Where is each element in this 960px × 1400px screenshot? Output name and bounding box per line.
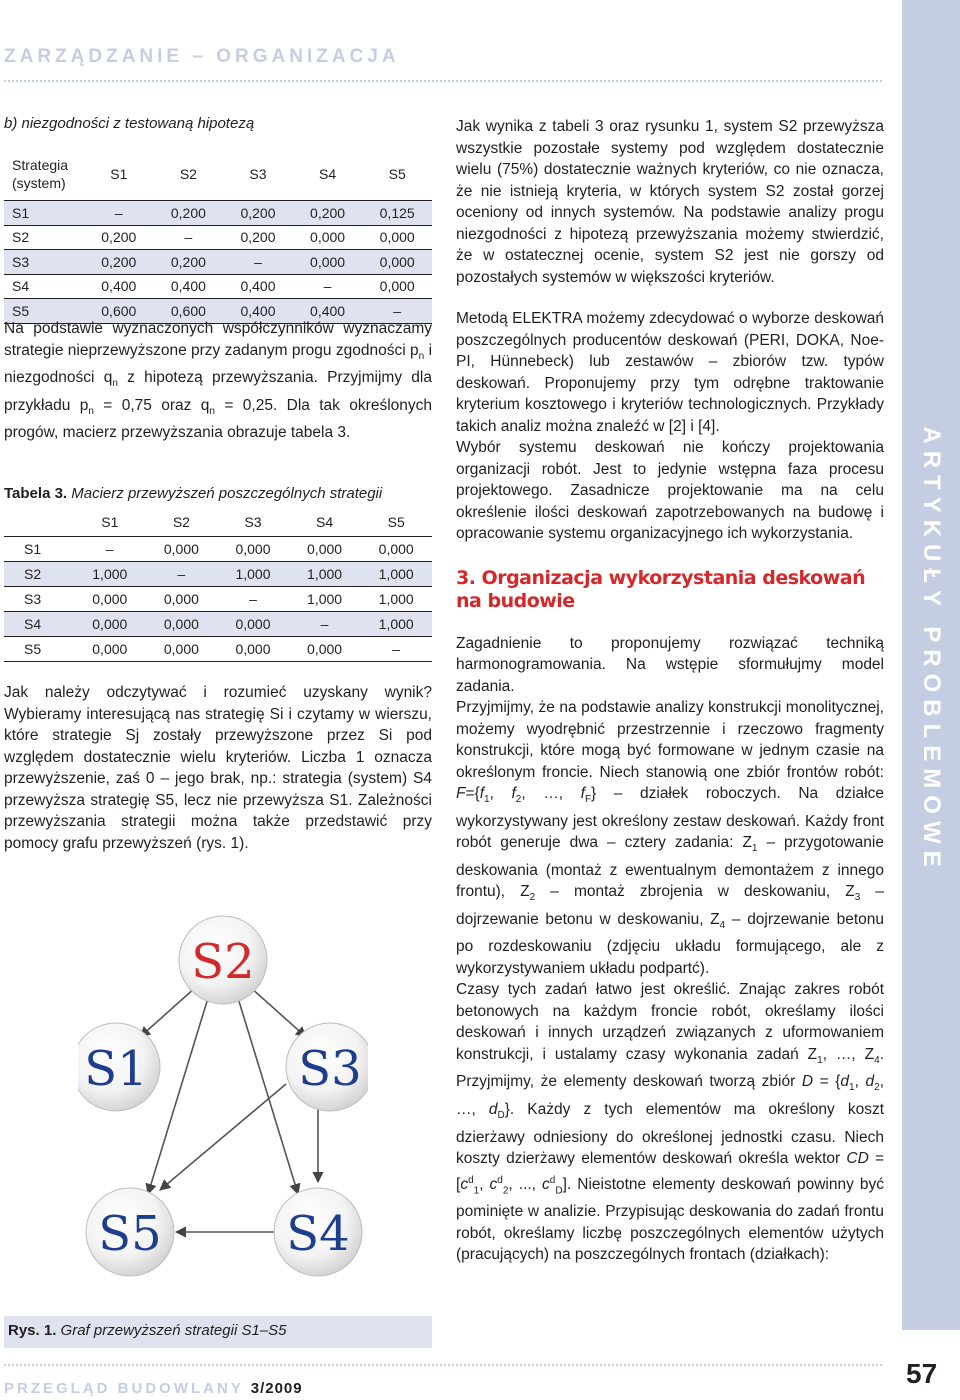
column-header: S4 xyxy=(289,508,361,537)
table-cell: 1,000 xyxy=(360,612,432,637)
table3-caption-text: Macierz przewyższeń poszczególnych strategii xyxy=(71,485,383,502)
table-cell: 1,000 xyxy=(217,562,289,587)
edge-s2-s3 xyxy=(250,987,306,1037)
paragraph-text: Zagadnienie to proponujemy rozwiązać techniką harmonogramowania. Na wstępie sformułujmy model zadania. xyxy=(456,634,884,695)
table-cell: 0,000 xyxy=(74,612,146,637)
table-cell: 0,600 xyxy=(154,299,224,324)
table-cell: 0,000 xyxy=(362,225,432,250)
table-cell: – xyxy=(146,562,218,587)
table-cell: 0,200 xyxy=(84,250,154,275)
table-cell: 0,400 xyxy=(223,299,293,324)
table-row xyxy=(4,274,432,299)
row-header-cell: S2 xyxy=(4,225,84,250)
edge-s2-s5 xyxy=(148,998,208,1194)
outranking-graph xyxy=(78,912,368,1292)
column-header: S2 xyxy=(154,148,224,201)
table-caption-b: b) niezgodności z testowaną hipotezą xyxy=(4,115,255,132)
table-cell: 0,400 xyxy=(84,274,154,299)
figure-caption-text: Graf przewyższeń strategii S1–S5 xyxy=(60,1322,287,1339)
figure-caption xyxy=(8,1322,286,1339)
table-row xyxy=(4,637,432,662)
journal-name: PRZEGLĄD BUDOWLANY xyxy=(4,1380,244,1397)
table-cell: 0,000 xyxy=(293,225,363,250)
row-header-cell: S5 xyxy=(4,299,84,324)
paragraph-text: Jak należy odczytywać i rozumieć uzyskany wynik? Wybieramy interesującą nas strategię Si i czytamy w wierszu, które strategie Sj zostały przewyższone przez Si pod względem dostatecznie wielu kryteriów. Liczba 1 oznacza przewyższenie, zaś 0 – jego brak, np.: strategia (system) S4 przewyższa strategię S5, lecz nie przewyższa S1. Zależności przewyższania strategii można także przedstawić przy pomocy grafu przewyższeń (rys. 1). xyxy=(4,684,432,852)
table-corner-header: Strategia (system) xyxy=(4,148,84,201)
section-heading: 3. Organizacja wykorzystania deskowań na budowie xyxy=(456,566,866,612)
table-cell: 0,000 xyxy=(362,250,432,275)
table3-body xyxy=(4,537,432,662)
table-row xyxy=(4,201,432,226)
table-cell: 1,000 xyxy=(74,562,146,587)
column-header: S5 xyxy=(360,508,432,537)
table-cell: 0,400 xyxy=(154,274,224,299)
table-cell: 0,000 xyxy=(217,612,289,637)
table-cell: – xyxy=(154,225,224,250)
section-header: ZARZĄDZANIE – ORGANIZACJA xyxy=(4,46,400,67)
table-cell: 0,400 xyxy=(293,299,363,324)
table-cell: 0,400 xyxy=(223,274,293,299)
row-header-cell: S3 xyxy=(4,250,84,275)
row-header-cell: S2 xyxy=(4,562,74,587)
row-header-cell: S1 xyxy=(4,537,74,562)
table-cell: – xyxy=(74,537,146,562)
table-cell: 0,000 xyxy=(293,250,363,275)
table-cell: 0,000 xyxy=(146,587,218,612)
paragraph-text: Przyjmijmy, że na podstawie analizy konstrukcji monolitycznej, możemy wyodrębnić przestrzennie i rzeczowo fragmenty konstrukcji, które mogą być formowane w jednym czasie na określonym froncie. Niech stanowią one zbiór frontów robót: $F=\{f_1$, $f_2$, …, $f_F$} – działek roboczych. Na działce wykorzystywany jest określony zestaw deskowań. Każdy front robót generuje dwa – cztery zadania: $Z_1$ – przygotowanie deskowania (montaż z ewentualnym demontażem z innego frontu), $Z_2$ – montaż zbrojenia w deskowaniu, $Z_3$ – dojrzewanie betonu w deskowaniu, $Z_4$ – dojrzewanie betonu po rozdeskowaniu (zdjęciu układu formującego, ale z wykorzystywaniem układu podpartć). xyxy=(456,699,884,977)
table-row xyxy=(4,612,432,637)
table-corner-header xyxy=(4,508,74,537)
outranking-matrix-table xyxy=(4,508,432,662)
table-cell: – xyxy=(84,201,154,226)
table-cell: 1,000 xyxy=(360,562,432,587)
table-cell: 0,000 xyxy=(74,637,146,662)
table-cell: 0,200 xyxy=(154,201,224,226)
table-cell: 0,600 xyxy=(84,299,154,324)
journal-issue: 3/2009 xyxy=(250,1380,303,1397)
column-header: S4 xyxy=(293,148,363,201)
paragraph-text: Czasy tych zadań łatwo jest określić. Znając zakres robót betonowych na każdym froncie robót, określamy ilości deskowań i innych urządzeń związanych z uformowaniem konstrukcji, i ustalamy czasy wykonania zadań $Z_1$, …, $Z_4$. Przyjmijmy, że elementy deskowań tworzą zbiór $D = \{d_1$, $d_2$, …, $d_D$}. Każdy z tych elementów ma określony koszt dzierżawy odniesiony do określonej jednostki czasu. Niech koszty dzierżawy elementów deskowań określa wektor CD = [$c^d_1$, $c^d_2$, ..., $c^d_D$]. Nieistotne elementy deskowań powinny być pominięte w analizie. Przypisując deskowania do zadań frontu robót, określamy liczbę poszczególnych elementów użytych (pracujących) na poszczególnych frontach (działkach): xyxy=(456,981,885,1264)
edge-s2-s1 xyxy=(140,987,196,1037)
column-header: S3 xyxy=(223,148,293,201)
graph-edges xyxy=(140,987,318,1232)
table1-body xyxy=(4,201,432,324)
header-divider xyxy=(4,80,882,82)
sidebar-label: ARTYKUŁY PROBLEMOWE xyxy=(918,426,945,874)
column-header: S1 xyxy=(84,148,154,201)
table-cell: 0,000 xyxy=(362,274,432,299)
right-column xyxy=(456,116,884,1266)
footer-divider xyxy=(4,1364,882,1366)
edge-s3-s5 xyxy=(160,1084,286,1190)
table-cell: 0,000 xyxy=(289,637,361,662)
row-header-cell: S4 xyxy=(4,274,84,299)
graph-node-s3 xyxy=(286,1023,368,1111)
paragraph-text: Na podstawie wyznaczonych współczynników wyznaczamy strategie nieprzewyższone przy zadanym progu zgodności $p_n$ i niezgodności $q_n$ z hipotezą przewyższania. Przyjmijmy dla przykładu $p_n = 0,75$ oraz $q_n = 0,25$. Dla tak określonych progów, macierz przewyższania obrazuje tabela 3. xyxy=(4,320,433,442)
table-cell: 0,000 xyxy=(360,537,432,562)
table-row xyxy=(4,587,432,612)
table-cell: – xyxy=(362,299,432,324)
table3-label: Tabela 3. xyxy=(4,485,68,502)
node-label: S5 xyxy=(98,1206,162,1262)
column-header: S2 xyxy=(146,508,218,537)
table-cell: 0,000 xyxy=(217,537,289,562)
figure-caption-box xyxy=(4,1316,432,1348)
table-row xyxy=(4,225,432,250)
table-cell: 0,000 xyxy=(146,637,218,662)
table-row xyxy=(4,537,432,562)
table-cell: 1,000 xyxy=(289,587,361,612)
edge-s2-s4 xyxy=(238,998,298,1194)
row-header-cell: S4 xyxy=(4,612,74,637)
column-header: S5 xyxy=(362,148,432,201)
table-cell: – xyxy=(217,587,289,612)
table-cell: 1,000 xyxy=(289,562,361,587)
paragraph-text: Wybór systemu deskowań nie kończy projektowania organizacji robót. Jest to jedynie wstępna faza procesu projektowego. Zasadnicze projektowanie ma na celu określenie ilości deskowań zapotrzebowanych na budowę i opracowanie systemu organizacyjnego ich wykorzystania. xyxy=(456,439,884,542)
table-cell: 1,000 xyxy=(360,587,432,612)
page-number: 57 xyxy=(906,1358,938,1389)
table-cell: 0,000 xyxy=(146,612,218,637)
table-cell: 0,000 xyxy=(74,587,146,612)
table-cell: 0,000 xyxy=(289,537,361,562)
table-cell: – xyxy=(223,250,293,275)
table-cell: – xyxy=(360,637,432,662)
table-cell: – xyxy=(293,274,363,299)
paragraph-text: Jak wynika z tabeli 3 oraz rysunku 1, system S2 przewyższa wszystkie pozostałe systemy pod względem dostatecznie wielu (75%) dostatecznie ważnych kryteriów, co nie oznacza, że nie istnieją kryteria, w których system S2 został gorzej oceniony od innych systemów. Na podstawie analizy progu niezgodności z hipotezą przewyższania możemy stwierdzić, że w ostatecznej ocenie, system S2 jest nie gorszy od pozostałych systemów w większości kryteriów. xyxy=(456,118,884,286)
column-header: S3 xyxy=(217,508,289,537)
journal-footer xyxy=(4,1380,303,1397)
left-paragraph-1 xyxy=(4,318,432,444)
table-cell: – xyxy=(289,612,361,637)
table-cell: 0,000 xyxy=(146,537,218,562)
table-cell: 0,000 xyxy=(217,637,289,662)
graph-node-s1 xyxy=(78,1023,160,1111)
node-label: S3 xyxy=(298,1041,362,1097)
graph-node-s5 xyxy=(86,1188,174,1276)
table-cell: 0,125 xyxy=(362,201,432,226)
paragraph-text: Metodą ELEKTRA możemy zdecydować o wyborze deskowań poszczególnych producentów deskowań (PERI, DOKA, Noe-PI, Hünnebeck) lub zestawów – zbiorów tzw. typów deskowań. Proponujemy przy tym odrębne traktowanie kryterium kosztowego i kryteriów technologicznych. Przykłady takich analiz można znaleźć w [2] i [4]. xyxy=(456,310,884,435)
table-cell: 0,200 xyxy=(84,225,154,250)
graph-node-s4 xyxy=(274,1188,362,1276)
row-header-cell: S5 xyxy=(4,637,74,662)
discordance-table xyxy=(4,148,432,324)
table3-caption xyxy=(4,485,382,502)
table-cell: 0,200 xyxy=(223,225,293,250)
node-label: S2 xyxy=(191,934,255,990)
table-cell: 0,200 xyxy=(293,201,363,226)
table-cell: 0,200 xyxy=(154,250,224,275)
row-header-cell: S1 xyxy=(4,201,84,226)
figure-label: Rys. 1. xyxy=(8,1322,57,1339)
left-paragraph-2 xyxy=(4,682,432,854)
node-label: S1 xyxy=(84,1041,148,1097)
table-row xyxy=(4,250,432,275)
node-label: S4 xyxy=(286,1206,350,1262)
table-cell: 0,200 xyxy=(223,201,293,226)
row-header-cell: S3 xyxy=(4,587,74,612)
table-row xyxy=(4,562,432,587)
column-header: S1 xyxy=(74,508,146,537)
graph-node-s2 xyxy=(179,916,267,1004)
